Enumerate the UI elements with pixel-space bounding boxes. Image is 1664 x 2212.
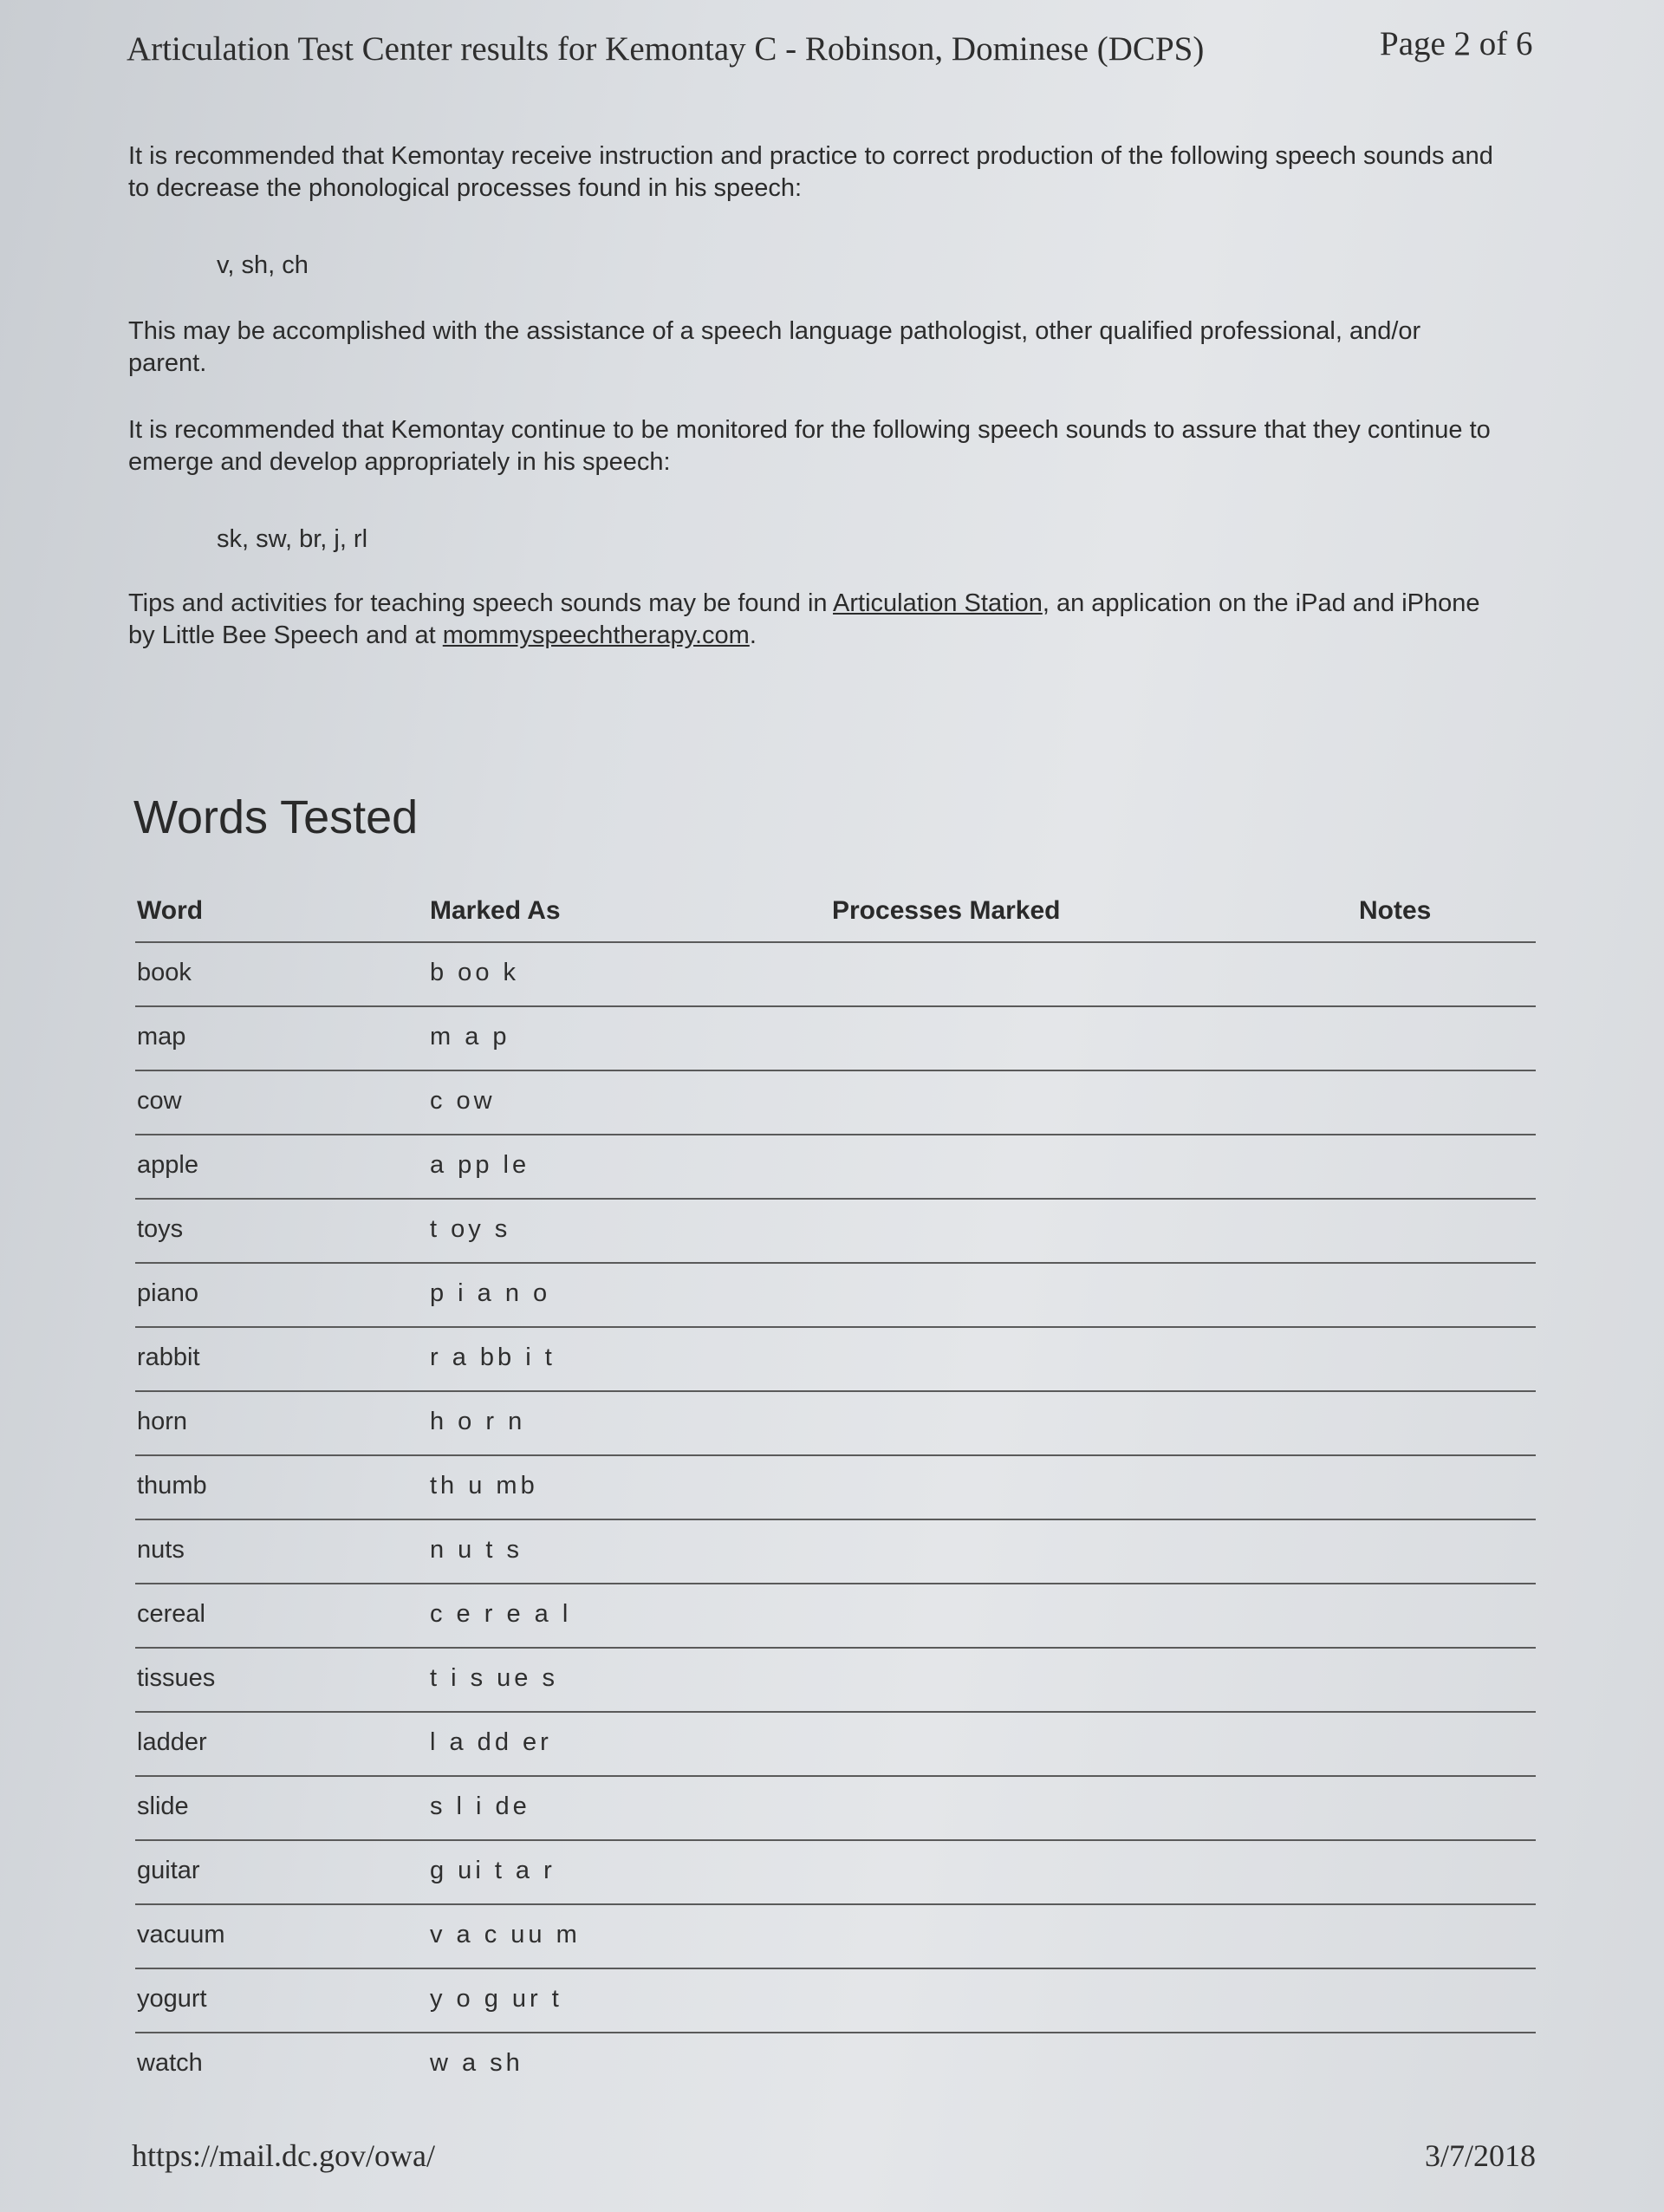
marked-as-cell: n u t s bbox=[430, 1536, 523, 1564]
word-cell: tissues bbox=[137, 1664, 216, 1692]
table-row bbox=[135, 1456, 1536, 1520]
footer-url: https://mail.dc.gov/owa/ bbox=[132, 2138, 435, 2173]
marked-as-cell: v a c uu m bbox=[430, 1921, 581, 1949]
column-header-processes-marked: Processes Marked bbox=[832, 896, 1061, 925]
tips-text-middle: , an application on the iPad and iPhone by Little Bee Speech and at bbox=[128, 589, 1480, 649]
table-row bbox=[135, 1713, 1536, 1777]
table-row bbox=[135, 1200, 1536, 1264]
word-cell: yogurt bbox=[137, 1985, 207, 2013]
tips-text-before: Tips and activities for teaching speech sounds may be found in bbox=[128, 589, 834, 617]
table-row bbox=[135, 1328, 1536, 1392]
marked-as-cell: h o r n bbox=[430, 1408, 526, 1435]
table-row bbox=[135, 1392, 1536, 1456]
marked-as-cell: s l i de bbox=[430, 1792, 530, 1820]
marked-as-cell: t oy s bbox=[430, 1215, 511, 1243]
word-cell: watch bbox=[137, 2049, 203, 2077]
word-cell: cow bbox=[137, 1087, 182, 1115]
column-header-notes: Notes bbox=[1359, 896, 1432, 925]
marked-as-cell: y o g ur t bbox=[430, 1985, 562, 2013]
marked-as-cell: th u mb bbox=[430, 1472, 538, 1500]
footer-date: 3/7/2018 bbox=[1425, 2138, 1537, 2173]
table-row bbox=[135, 1584, 1536, 1649]
page-number: Page 2 of 6 bbox=[1380, 25, 1533, 62]
word-cell: map bbox=[137, 1023, 186, 1051]
word-cell: book bbox=[137, 959, 192, 986]
tips-text-after: . bbox=[749, 621, 757, 649]
word-cell: rabbit bbox=[137, 1343, 200, 1371]
table-header-row bbox=[135, 889, 1536, 943]
marked-as-cell: c e r e a l bbox=[430, 1600, 572, 1628]
marked-as-cell: c ow bbox=[430, 1087, 496, 1115]
word-cell: guitar bbox=[137, 1857, 200, 1884]
word-cell: slide bbox=[137, 1792, 189, 1820]
word-cell: ladder bbox=[137, 1728, 207, 1756]
marked-as-cell: b oo k bbox=[430, 959, 519, 986]
word-cell: horn bbox=[137, 1408, 188, 1435]
word-cell: vacuum bbox=[137, 1921, 225, 1949]
tips-text bbox=[128, 588, 1498, 652]
marked-as-cell: t i s ue s bbox=[430, 1664, 558, 1692]
word-cell: apple bbox=[137, 1151, 198, 1179]
words-tested-heading: Words Tested bbox=[133, 791, 419, 843]
word-cell: toys bbox=[137, 1215, 184, 1243]
table-body bbox=[135, 943, 1536, 2096]
table-row bbox=[135, 1905, 1536, 1969]
table-row bbox=[135, 1007, 1536, 1071]
recommendation-instruction-text: It is recommended that Kemontay receive instruction and practice to correct production of the following speech sounds and to decrease the phonological processes found in his speech: bbox=[128, 142, 1493, 202]
table-row bbox=[135, 1135, 1536, 1200]
mommyspeechtherapy-link[interactable]: mommyspeechtherapy.com bbox=[442, 621, 750, 649]
monitoring-text: It is recommended that Kemontay continue to be monitored for the following speech sounds to assure that they continue to emerge and develop appropriately in his speech: bbox=[128, 416, 1491, 476]
word-cell: thumb bbox=[137, 1472, 207, 1500]
marked-as-cell: g ui t a r bbox=[430, 1857, 556, 1884]
marked-as-cell: l a dd er bbox=[430, 1728, 552, 1756]
word-cell: nuts bbox=[137, 1536, 185, 1564]
table-row bbox=[135, 2033, 1536, 2096]
marked-as-cell: m a p bbox=[430, 1023, 510, 1051]
column-header-word: Word bbox=[137, 896, 204, 925]
column-header-marked-as: Marked As bbox=[430, 896, 561, 925]
marked-as-cell: r a bb i t bbox=[430, 1343, 556, 1371]
words-tested-table bbox=[135, 889, 1536, 2096]
table-row bbox=[135, 1520, 1536, 1584]
table-row bbox=[135, 1777, 1536, 1841]
word-cell: piano bbox=[137, 1279, 198, 1307]
articulation-station-link[interactable]: Articulation Station bbox=[833, 589, 1043, 617]
table-row bbox=[135, 1841, 1536, 1905]
assistance-text: This may be accomplished with the assistance of a speech language pathologist, other qualified professional, and/or parent. bbox=[128, 317, 1421, 377]
table-row bbox=[135, 1969, 1536, 2033]
marked-as-cell: w a sh bbox=[430, 2049, 523, 2077]
table-row bbox=[135, 943, 1536, 1007]
table-row bbox=[135, 1649, 1536, 1713]
table-row bbox=[135, 1264, 1536, 1328]
marked-as-cell: a pp le bbox=[430, 1151, 530, 1179]
table-row bbox=[135, 1071, 1536, 1135]
word-cell: cereal bbox=[137, 1600, 205, 1628]
recommended-sounds-list: v, sh, ch bbox=[217, 251, 309, 279]
page-header-title: Articulation Test Center results for Kemontay C - Robinson, Dominese (DCPS) bbox=[127, 30, 1205, 68]
monitored-sounds-list: sk, sw, br, j, rl bbox=[217, 525, 368, 553]
marked-as-cell: p i a n o bbox=[430, 1279, 551, 1307]
